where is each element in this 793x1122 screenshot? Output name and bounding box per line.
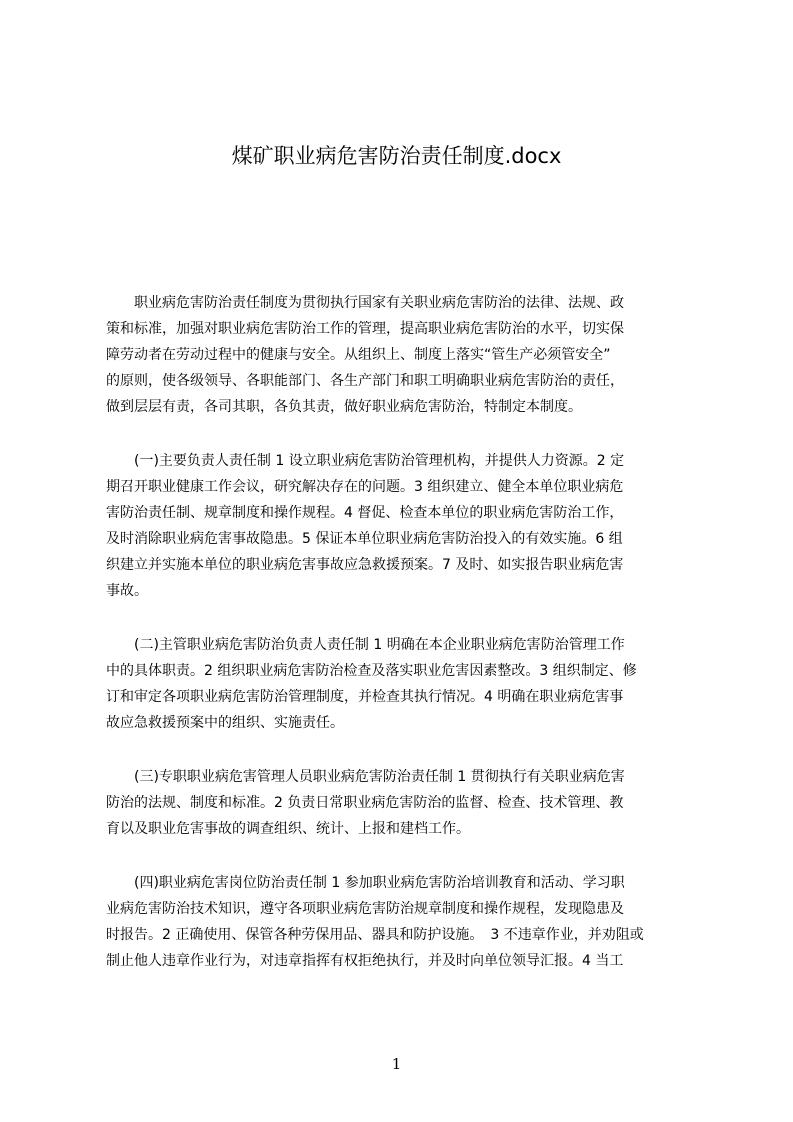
document-body xyxy=(106,290,698,1002)
paragraph-section-2 xyxy=(106,632,698,736)
text-line: 职业病危害防治责任制度为贯彻执行国家有关职业病危害防治的法律、法规、政 xyxy=(106,295,624,311)
text-line: 制止他人违章作业行为，对违章指挥有权拒绝执行，并及时向单位领导汇报。4 当工 xyxy=(106,953,624,969)
text-line: 时报告。2 正确使用、保管各种劳保用品、器具和防护设施。 3 不违章作业，并劝阻或 xyxy=(106,927,644,943)
paragraph-intro xyxy=(106,290,698,420)
paragraph-section-4 xyxy=(106,870,698,974)
text-line: 害防治责任制、规章制度和操作规程。4 督促、检查本单位的职业病危害防治工作， xyxy=(106,505,624,521)
text-line: 期召开职业健康工作会议，研究解决存在的问题。3 组织建立、健全本单位职业病危 xyxy=(106,479,624,495)
text-line: 中的具体职责。2 组织职业病危害防治检查及落实职业危害因素整改。3 组织制定、修 xyxy=(106,663,637,679)
text-line: 障劳动者在劳动过程中的健康与安全。从组织上、制度上落实“管生产必须管安全” xyxy=(106,347,611,363)
paragraph-section-1 xyxy=(106,448,698,604)
text-line: 防治的法规、制度和标准。2 负责日常职业病危害防治的监督、检查、技术管理、教 xyxy=(106,795,624,811)
text-line: (四)职业病危害岗位防治责任制 1 参加职业病危害防治培训教育和活动、学习职 xyxy=(106,875,625,891)
text-line: 订和审定各项职业病危害防治管理制度，并检查其执行情况。4 明确在职业病危害事 xyxy=(106,689,624,705)
page-number: 1 xyxy=(391,1055,402,1073)
text-line: 做到层层有责，各司其职，各负其责，做好职业病危害防治，特制定本制度。 xyxy=(106,399,582,415)
text-line: (二)主管职业病危害防治负责人责任制 1 明确在本企业职业病危害防治管理工作 xyxy=(106,637,625,653)
text-line: 业病危害防治技术知识，遵守各项职业病危害防治规章制度和操作规程，发现隐患及 xyxy=(106,901,624,917)
text-line: (一)主要负责人责任制 1 设立职业病危害防治管理机构，并提供人力资源。2 定 xyxy=(106,453,625,469)
text-line: 育以及职业危害事故的调查组织、统计、上报和建档工作。 xyxy=(106,821,470,837)
paragraph-section-3 xyxy=(106,764,698,842)
document-title: 煤矿职业病危害防治责任制度.docx xyxy=(231,144,562,168)
text-line: 故应急救援预案中的组织、实施责任。 xyxy=(106,715,344,731)
text-line: (三)专职职业病危害管理人员职业病危害防治责任制 1 贯彻执行有关职业病危害 xyxy=(106,769,625,785)
text-line: 的原则，使各级领导、各职能部门、各生产部门和职工明确职业病危害防治的责任， xyxy=(106,373,624,389)
text-line: 及时消除职业病危害事故隐患。5 保证本单位职业病危害防治投入的有效实施。6 组 xyxy=(106,531,623,547)
text-line: 策和标准，加强对职业病危害防治工作的管理，提高职业病危害防治的水平，切实保 xyxy=(106,321,624,337)
text-line: 事故。 xyxy=(106,583,148,599)
text-line: 织建立并实施本单位的职业病危害事故应急救援预案。7 及时、如实报告职业病危害 xyxy=(106,557,624,573)
